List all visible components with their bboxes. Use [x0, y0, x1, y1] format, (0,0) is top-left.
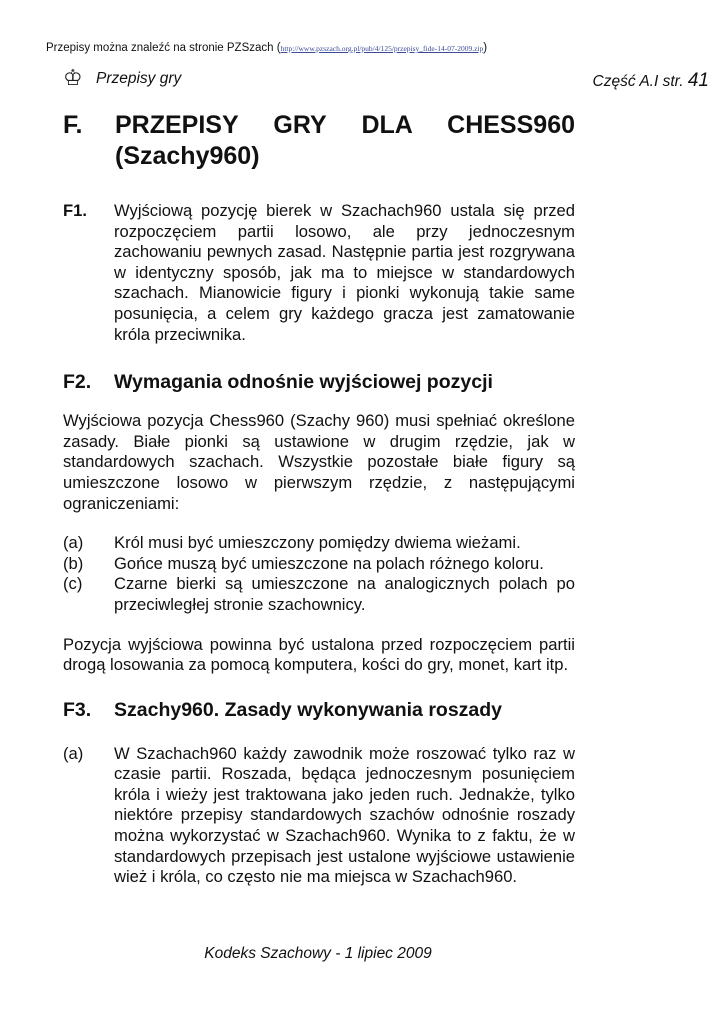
- section-title: PRZEPISY GRY DLA CHESS960 (Szachy960): [115, 111, 575, 170]
- source-note-prefix: Przepisy można znaleźć na stronie PZSzach (: [46, 42, 281, 54]
- list-item-label: (c): [63, 574, 83, 594]
- page-content: [63, 110, 575, 888]
- list-item-text: Czarne bierki są umieszczone na analogicznych polach po przeciwległej stronie szachownicy.: [114, 574, 575, 614]
- f2-closing: Pozycja wyjściowa powinna być ustalona przed rozpoczęciem partii drogą losowania za pomocą komputera, kości do gry, monet, kart itp.: [63, 634, 575, 675]
- source-url-link[interactable]: http://www.pzszach.org.pl/pub/4/125/przepisy_fide-14-07-2009.zip: [280, 44, 484, 53]
- page-footer: Kodeks Szachowy - 1 lipiec 2009: [204, 945, 432, 962]
- f1-text: Wyjściową pozycję bierek w Szachach960 ustala się przed rozpoczęciem partii losowo, ale przy jednoczesnym zachowaniu pewnych zasad. Następnie partia jest rozgrywana w identyczny sposób, jak ma to miejsce w standardowych szachach. Mianowicie figury i pionki wykonują takie same posunięcia, a celem gry każdego gracza jest zamatowanie króla przeciwnika.: [114, 201, 575, 344]
- f3-item-label: (a): [63, 743, 84, 763]
- source-note: [46, 42, 487, 54]
- header-title: Przepisy gry: [96, 70, 182, 87]
- f1-block: [63, 201, 575, 345]
- chess-king-icon: ♔: [63, 66, 83, 91]
- f3-number: F3.: [63, 698, 92, 721]
- header-part: Część A.I str.: [592, 73, 684, 90]
- f3-item: [63, 744, 575, 888]
- f3-title: Szachy960. Zasady wykonywania roszady: [114, 698, 503, 721]
- f2-title: Wymagania odnośnie wyjściowej pozycji: [114, 371, 493, 394]
- header-page-number: 41: [687, 70, 709, 91]
- f2-heading: [63, 370, 575, 394]
- header-page-ref: [593, 70, 709, 92]
- section-heading: [63, 110, 575, 172]
- list-item-text: Gońce muszą być umieszczone na polach różnego koloru.: [114, 553, 544, 573]
- section-letter: F.: [63, 111, 83, 139]
- f3-item-text: W Szachach960 każdy zawodnik może roszować tylko raz w czasie partii. Roszada, będąca jednoczesnym posunięciem króla i wieży jest traktowana jako jeden ruch. Jednakże, tylko niektóre przepisy standardowych szachów odnośnie roszady można wykorzystać w Szachach960. Wynika to z faktu, że w standardowych przepisach jest ustalone wyjściowe ustawienie wież i króla, co często nie ma miejsca w Szachach960.: [114, 743, 575, 887]
- f1-number: F1.: [63, 201, 87, 220]
- list-item-label: (a): [63, 533, 84, 553]
- list-item-label: (b): [63, 553, 84, 573]
- f3-heading: [63, 698, 575, 722]
- list-item: [63, 533, 575, 554]
- f2-number: F2.: [63, 371, 92, 394]
- list-item-text: Król musi być umieszczony pomiędzy dwiema wieżami.: [114, 533, 521, 553]
- source-note-suffix: ): [483, 42, 488, 54]
- f2-intro: Wyjściowa pozycja Chess960 (Szachy 960) musi spełniać określone zasady. Białe pionki są ustawione w drugim rzędzie, jak w standardowych szachach. Wszystkie pozostałe białe figury są umieszczone losowo w pierwszym rzędzie, z następującymi ograniczeniami:: [63, 411, 575, 513]
- list-item: [63, 574, 575, 615]
- f2-list: [63, 533, 575, 615]
- page-header: [63, 66, 709, 94]
- list-item: [63, 554, 575, 575]
